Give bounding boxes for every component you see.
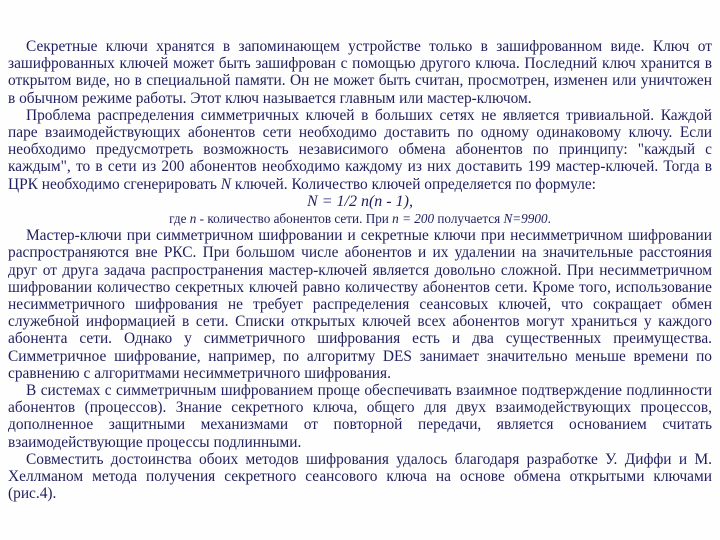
note-variable-n: n — [189, 211, 197, 227]
paragraph-secret-keys-storage: Секретные ключи хранятся в запоминающем устройстве только в зашифрованном виде. Ключ от зашифрованных ключей может быть зашифрован с помощью другого ключа. Последний ключ хранится в открытом виде, но в специальной памяти. Он не может быть считан, просмотрен, изменен или уничтожен в обычном режиме работы. Этот ключ называется главным или мастер-ключом. — [8, 38, 712, 107]
note-text-3: получается — [434, 211, 504, 227]
note-text-2: - количество абонентов сети. При — [196, 211, 393, 227]
note-variable-n-200: n = 200 — [392, 211, 435, 227]
paragraph-symmetric-authentication: В системах с симметричным шифрованием проще обеспечивать взаимное подтверждение подлинности абонентов (процессов). Знание секретного ключа, общего для двух взаимодействующих процессов, дополненное защитными механизмами от повторной передачи, является основанием считать взаимодействующие процессы подлинными. — [8, 382, 712, 451]
paragraph-key-distribution-tail: ключей. Количество ключей определяется по формуле: — [231, 175, 596, 193]
note-variable-n-9900: N=9900 — [503, 211, 548, 227]
note-text-4: . — [547, 211, 551, 227]
paragraph-key-distribution-text: Проблема распределения симметричных ключей в больших сетях не является тривиальной. Каждой паре взаимодействующих абонентов сети необходимо доставить по одному одинаковому ключу. Если необходимо предусмотреть возможность независимого обмена абонентов по принципу: "каждый с каждым", то в сети из 200 абонентов необходимо каждому из них доставить 199 мастер-ключей. Тогда в ЦРК необходимо сгенерировать — [8, 106, 712, 193]
formula-note — [8, 210, 712, 227]
formula-key-count: N = 1/2 n(n - 1), — [307, 192, 413, 210]
paragraph-key-distribution-problem — [8, 107, 712, 193]
note-text-1: где — [169, 211, 190, 227]
variable-n-keys: N — [220, 175, 232, 193]
paragraph-master-keys-distribution: Мастер-ключи при симметричном шифровании и секретные ключи при несимметричном шифровании распространяются вне РКС. При большом числе абонентов и их удалении на значительные расстояния друг от друга задача распространения мастер-ключей является довольно сложной. При несимметричном шифровании количество секретных ключей равно количеству абонентов сети. Кроме того, использование несимметричного шифрования не требует распределения сеансовых ключей, что сокращает обмен служебной информацией в сети. Списки открытых ключей всех абонентов могут храниться у каждого абонента сети. Однако у симметричного шифрования есть и два существенных преимущества. Симметричное шифрование, например, по алгоритму DES занимает значительно меньше времени по сравнению с алгоритмами несимметричного шифрования. — [8, 227, 712, 382]
paragraph-diffie-hellman: Совместить достоинства обоих методов шифрования удалось благодаря разработке У. Диффи и М. Хеллманом метода получения секретного сеансового ключа на основе обмена открытыми ключами (рис.4). — [8, 450, 712, 503]
